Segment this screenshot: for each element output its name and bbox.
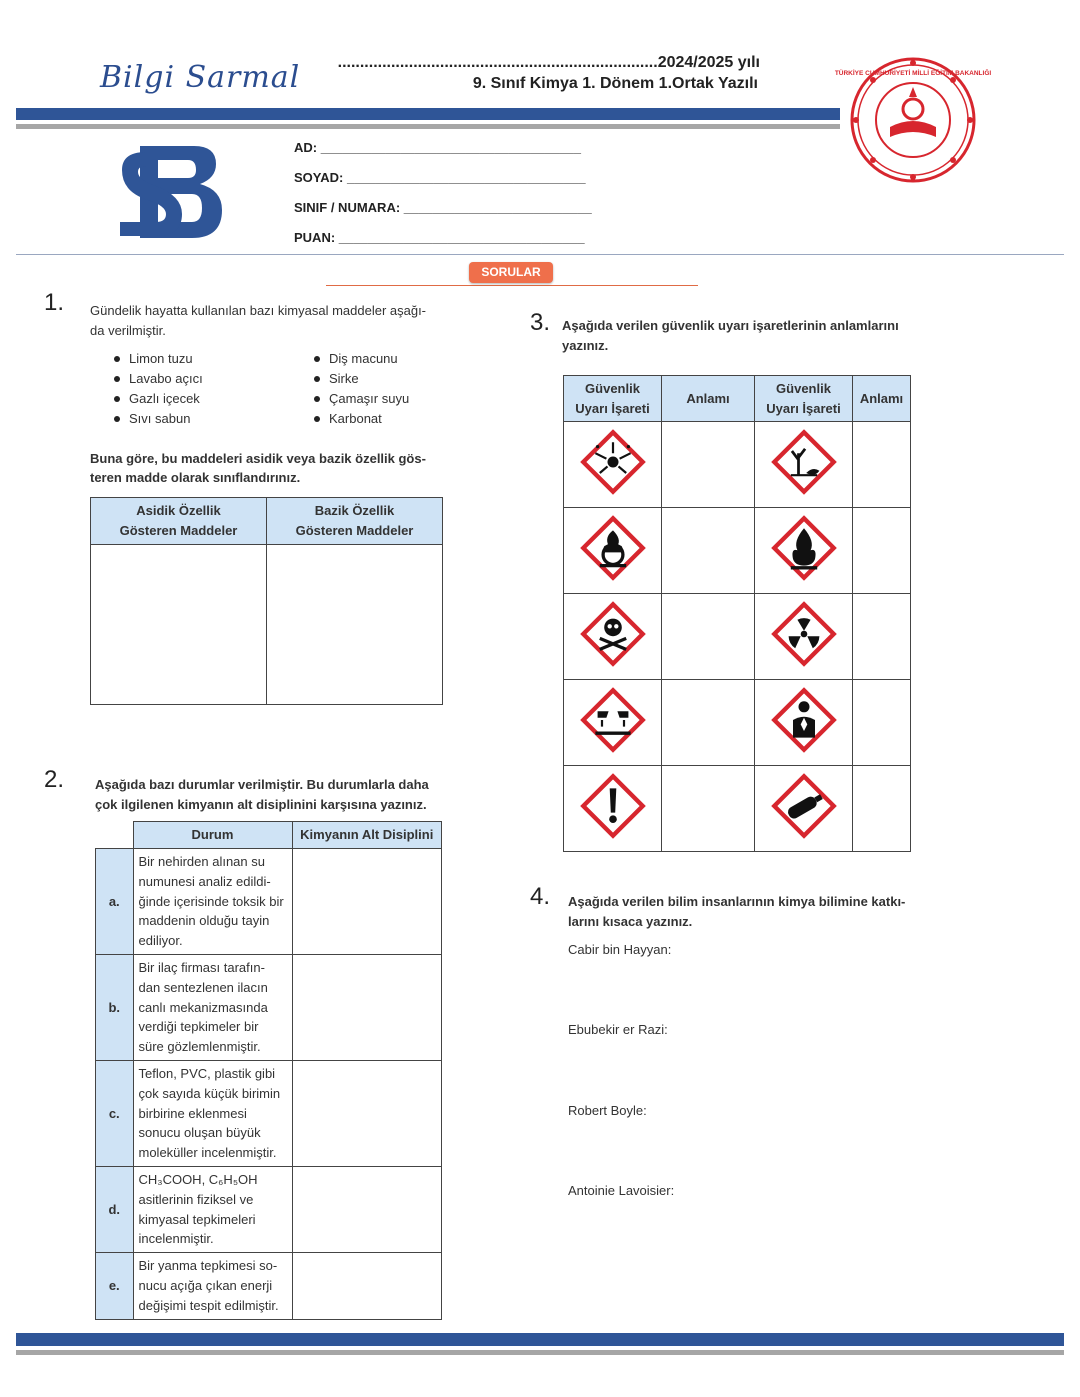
q2-answer-cell[interactable]: [292, 1253, 442, 1319]
q3-col-sign: Güvenlik Uyarı İşareti: [564, 376, 662, 422]
pictogram-cell: [755, 766, 853, 852]
list-item: Sirke: [311, 369, 409, 389]
scientist-cabir: Cabir bin Hayyan:: [568, 942, 672, 957]
signature-logo: Bilgi Sarmal: [100, 60, 301, 95]
oxidizer-icon: [580, 515, 646, 581]
meb-seal-icon: [834, 57, 992, 183]
table-row: [564, 766, 911, 852]
header-divider: [16, 254, 1064, 255]
scientist-lavoisier: Antoinie Lavoisier:: [568, 1183, 675, 1198]
meaning-answer-cell[interactable]: [853, 508, 911, 594]
pictogram-cell: [564, 680, 662, 766]
q2-row-label: c.: [96, 1061, 134, 1167]
q2-row-label: d.: [96, 1167, 134, 1253]
q1-question-line2: teren madde olarak sınıflandırınız.: [90, 470, 301, 485]
q2-row-text: Bir ilaç firması tarafın-dan sentezlenen ilacın canlı mekanizmasında verdiği tepkimeler bir süre gözlemlenmiştir.: [133, 955, 292, 1061]
meaning-answer-cell[interactable]: [853, 594, 911, 680]
environment-icon: [771, 429, 837, 495]
scientist-razi: Ebubekir er Razi:: [568, 1022, 668, 1037]
meaning-answer-cell[interactable]: [853, 422, 911, 508]
pictogram-cell: [755, 508, 853, 594]
q2-row-label: a.: [96, 849, 134, 955]
q2-row-text: CH₃COOH, C₆H₅OH asitlerinin fiziksel ve kimyasal tepkimeleri incelenmiştir.: [133, 1167, 292, 1253]
explosive-icon: [580, 429, 646, 495]
q1-col-acidic: Asidik Özellik Gösteren Maddeler: [91, 498, 267, 545]
exclamation-icon: [580, 773, 646, 839]
pictogram-cell: [755, 594, 853, 680]
header-gray-bar: [16, 124, 840, 129]
q3-question-line2: yazınız.: [562, 338, 609, 353]
meaning-answer-cell[interactable]: [662, 594, 755, 680]
footer-blue-bar: [16, 1333, 1064, 1346]
table-row: [564, 594, 911, 680]
toxic-skull-icon: [580, 601, 646, 667]
q2-col-disiplin: Kimyanın Alt Disiplini: [292, 822, 442, 849]
flammable-icon: [771, 515, 837, 581]
surname-field[interactable]: SOYAD: _________________________________: [294, 170, 586, 185]
corrosive-icon: [580, 687, 646, 753]
pictogram-cell: [755, 422, 853, 508]
q2-col-durum: Durum: [133, 822, 292, 849]
q2-table: [95, 821, 442, 1320]
score-field[interactable]: PUAN: __________________________________: [294, 230, 585, 245]
pictogram-cell: [564, 766, 662, 852]
pictogram-cell: [755, 680, 853, 766]
list-item: Çamaşır suyu: [311, 389, 409, 409]
pictogram-cell: [564, 594, 662, 680]
radioactive-icon: [771, 601, 837, 667]
meaning-answer-cell[interactable]: [662, 422, 755, 508]
q1-intro-line2: da verilmiştir.: [90, 323, 166, 338]
footer-gray-bar: [16, 1350, 1064, 1355]
list-item: Sıvı sabun: [111, 409, 203, 429]
meaning-answer-cell[interactable]: [662, 680, 755, 766]
table-row: [564, 508, 911, 594]
q2-answer-cell[interactable]: [292, 955, 442, 1061]
q3-col-meaning: Anlamı: [853, 376, 911, 422]
q3-question-line1: Aşağıda verilen güvenlik uyarı işaretlerinin anlamlarını: [562, 318, 899, 333]
table-row: [564, 680, 911, 766]
q4-number: 4.: [530, 883, 551, 910]
exam-title: 9. Sınıf Kimya 1. Dönem 1.Ortak Yazılı: [472, 75, 758, 92]
sorular-badge: SORULAR: [469, 262, 553, 283]
meaning-answer-cell[interactable]: [662, 766, 755, 852]
q4-question-line2: larını kısaca yazınız.: [568, 914, 693, 929]
q2-answer-cell[interactable]: [292, 1167, 442, 1253]
sorular-underline: [326, 285, 698, 286]
q4-question-line1: Aşağıda verilen bilim insanlarının kimya bilimine katkı-: [568, 894, 906, 909]
meaning-answer-cell[interactable]: [853, 766, 911, 852]
q1-list-right: [311, 349, 409, 429]
q1-question-line1: Buna göre, bu maddeleri asidik veya bazik özellik gös-: [90, 451, 426, 466]
scientist-boyle: Robert Boyle:: [568, 1103, 647, 1118]
q3-table: [563, 375, 911, 852]
q2-question-line2: çok ilgilenen kimyanın alt disiplinini karşısına yazınız.: [95, 797, 427, 812]
meaning-answer-cell[interactable]: [662, 508, 755, 594]
q2-number: 2.: [44, 766, 65, 793]
seal-text: TÜRKİYE CUMHURİYETİ MİLLİ EĞİTİM BAKANLIĞI: [834, 70, 992, 77]
q1-number: 1.: [44, 289, 65, 316]
header-blue-bar: [16, 108, 840, 120]
q1-table: [90, 497, 443, 705]
q3-col-sign: Güvenlik Uyarı İşareti: [755, 376, 853, 422]
q1-list-left: [111, 349, 203, 429]
q1-intro-line1: Gündelik hayatta kullanılan bazı kimyasal maddeler aşağı-: [90, 303, 427, 318]
q2-answer-cell[interactable]: [292, 1061, 442, 1167]
q2-row-label: b.: [96, 955, 134, 1061]
class-number-field[interactable]: SINIF / NUMARA: __________________________: [294, 200, 592, 215]
list-item: Lavabo açıcı: [111, 369, 203, 389]
q1-acidic-answer[interactable]: [91, 545, 267, 705]
school-year-line: ........................................................................2024/2025 yılı: [337, 54, 760, 71]
q2-row-text: Teflon, PVC, plastik gibi çok sayıda küçük birimin birbirine eklenmesi sonucu oluşan büyük moleküller incelenmiştir.: [133, 1061, 292, 1167]
table-row: [564, 422, 911, 508]
q3-number: 3.: [530, 309, 551, 336]
health-hazard-icon: [771, 687, 837, 753]
q1-col-basic: Bazik Özellik Gösteren Maddeler: [267, 498, 443, 545]
q3-col-meaning: Anlamı: [662, 376, 755, 422]
q2-answer-cell[interactable]: [292, 849, 442, 955]
pictogram-cell: [564, 422, 662, 508]
meaning-answer-cell[interactable]: [853, 680, 911, 766]
pictogram-cell: [564, 508, 662, 594]
list-item: Limon tuzu: [111, 349, 203, 369]
name-field[interactable]: AD: ____________________________________: [294, 140, 581, 155]
q2-question-line1: Aşağıda bazı durumlar verilmiştir. Bu durumlarla daha: [95, 777, 429, 792]
q1-basic-answer[interactable]: [267, 545, 443, 705]
q2-row-text: Bir nehirden alınan su numunesi analiz edildi-ğinde içerisinde toksik bir maddenin olduğu tayin ediliyor.: [133, 849, 292, 955]
list-item: Karbonat: [311, 409, 409, 429]
q2-row-text: Bir yanma tepkimesi so-nucu açığa çıkan enerji değişimi tespit edilmiştir.: [133, 1253, 292, 1319]
bs-logo-icon: [112, 140, 232, 245]
list-item: Diş macunu: [311, 349, 409, 369]
q2-row-label: e.: [96, 1253, 134, 1319]
list-item: Gazlı içecek: [111, 389, 203, 409]
gas-cylinder-icon: [771, 773, 837, 839]
